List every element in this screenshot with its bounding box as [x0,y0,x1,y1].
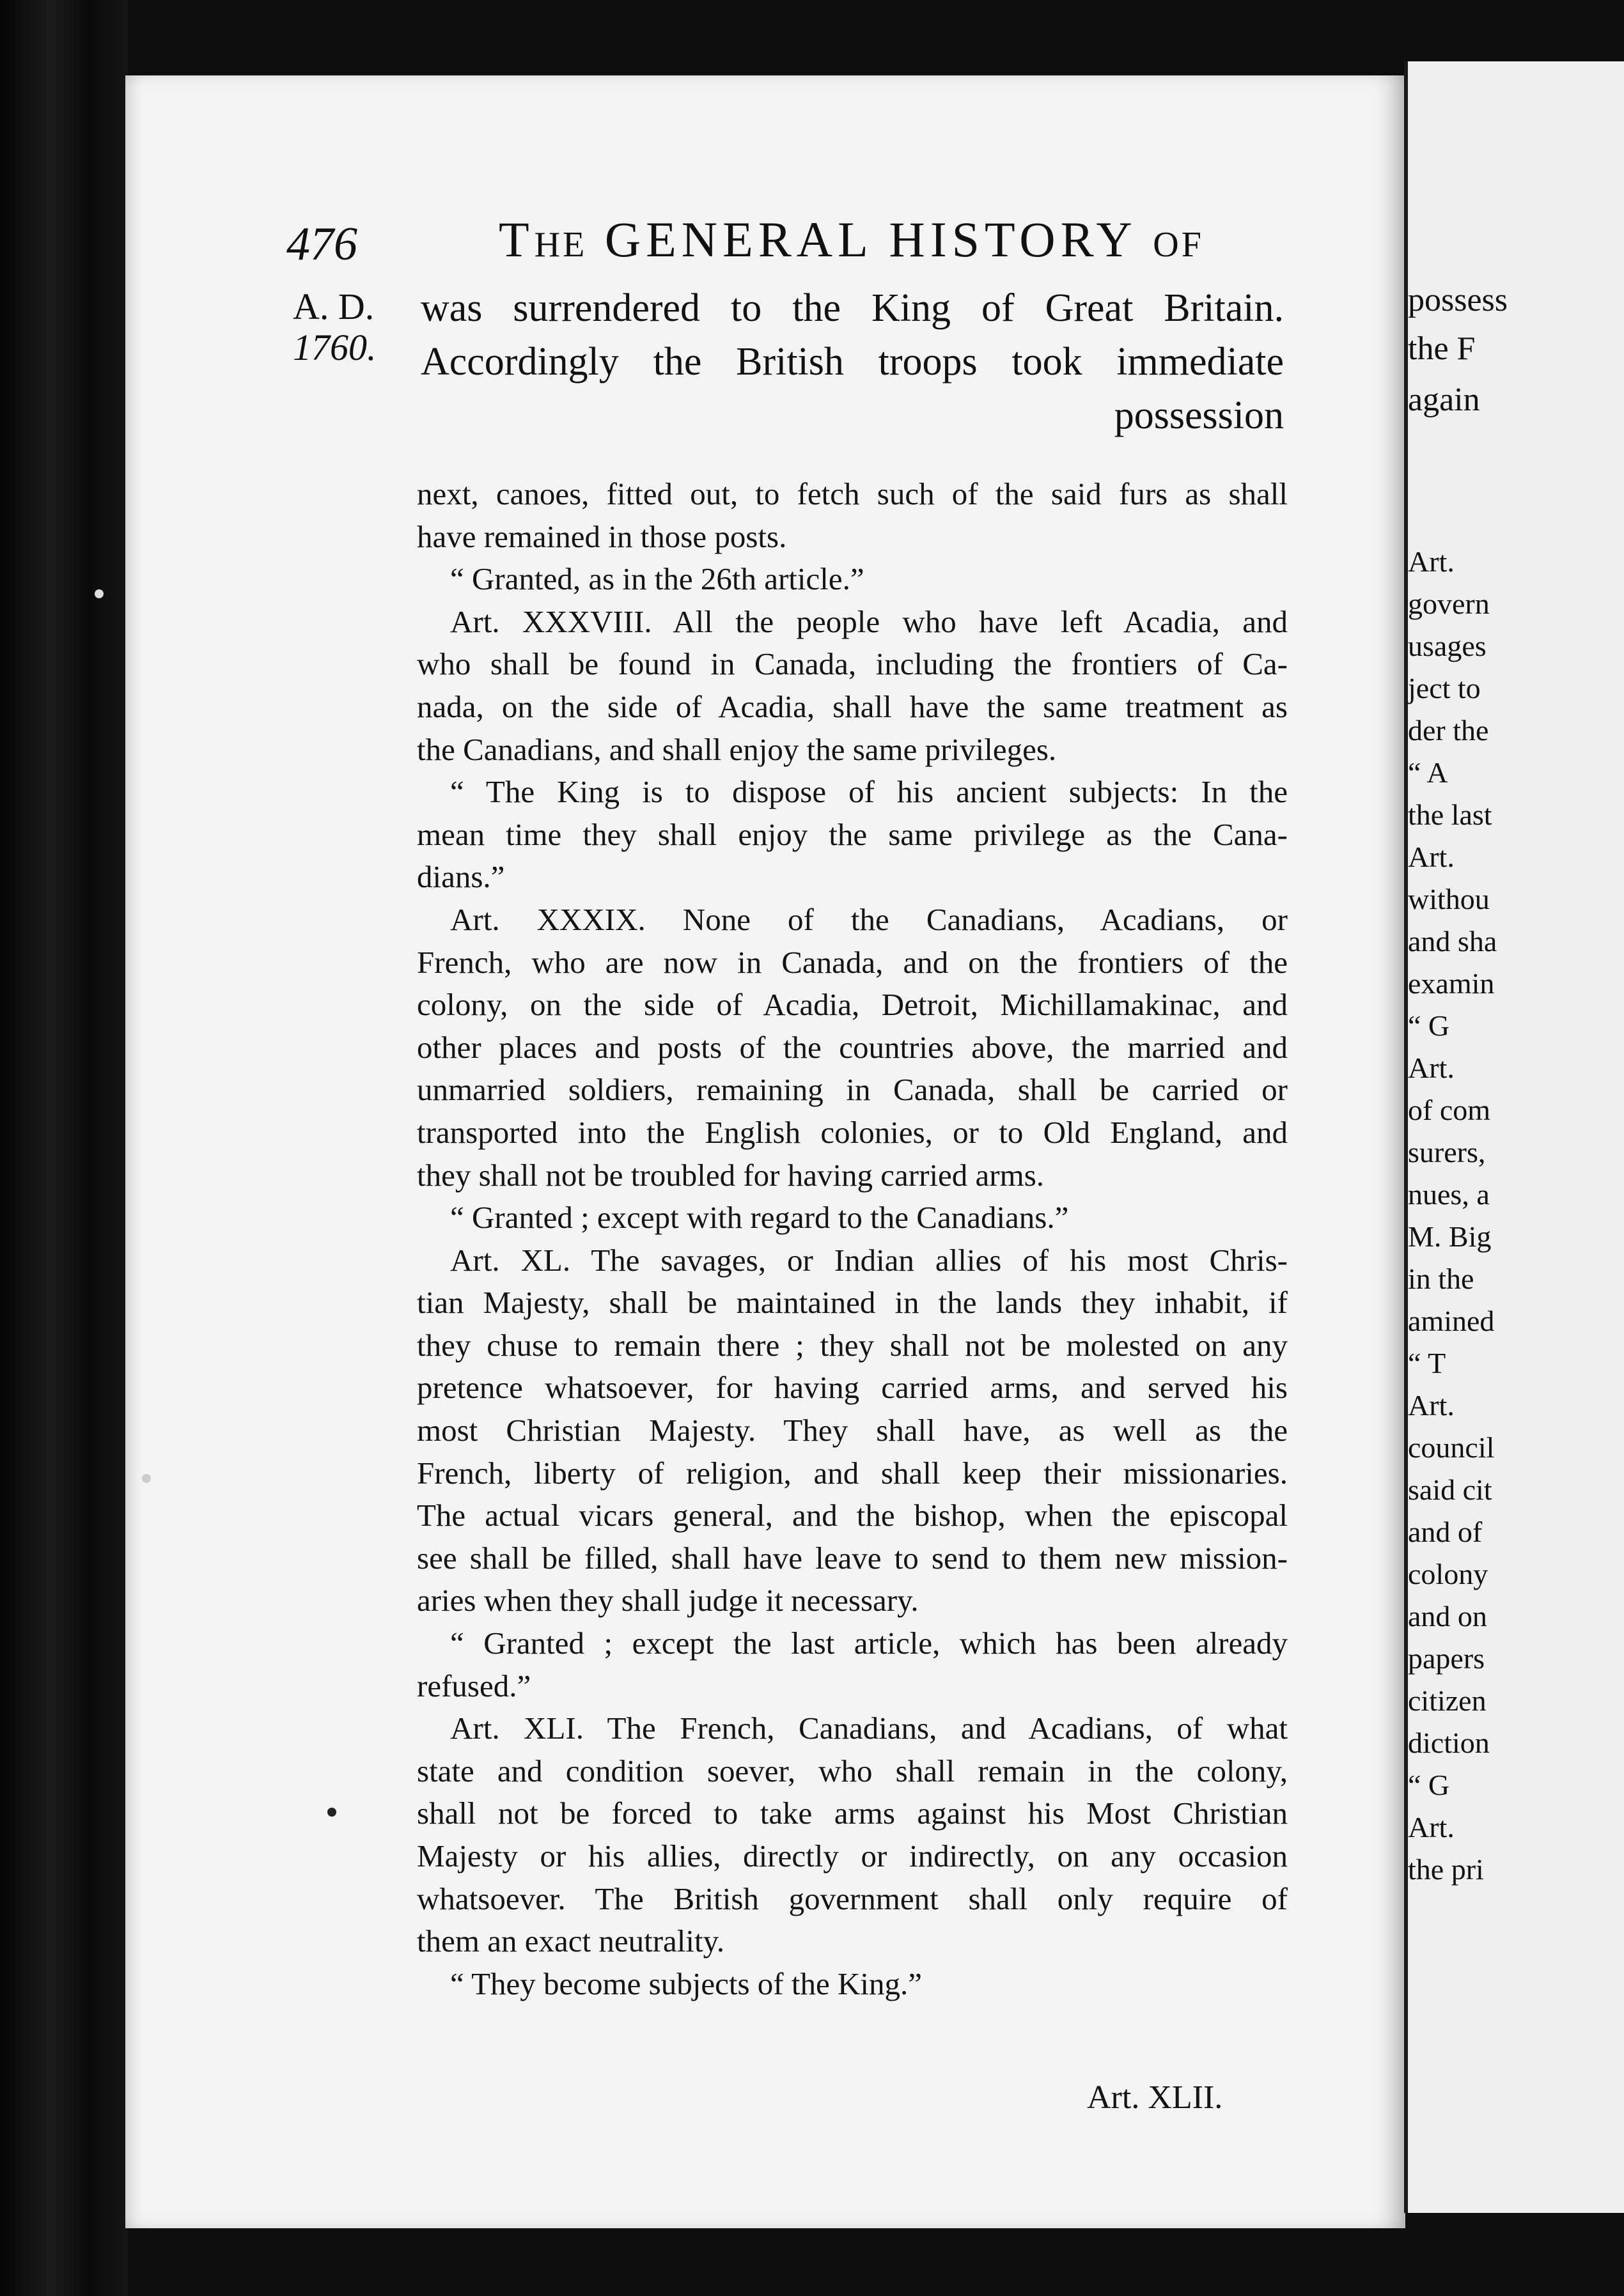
running-head-of: OF [1153,225,1204,265]
text-line: transported into the English colonies, or to Old England, and [417,1114,1288,1150]
right-line: “ G [1408,1769,1450,1801]
text-line: whatsoever. The British government shall only require of [417,1881,1288,1916]
right-line: the last [1408,798,1492,831]
right-line: usages [1408,630,1487,662]
text-line: “ They become subjects of the King.” [450,1966,922,2001]
text-line: Art. XL. The savages, or Indian allies of his most Chris- [450,1242,1288,1278]
text-line: see shall be filled, shall have leave to send to them new mission- [417,1540,1288,1576]
text-line: “ The King is to dispose of his ancient subjects: In the [450,774,1288,810]
margin-note [293,286,377,368]
right-line: examin [1408,967,1495,1000]
book-spine-shadow [0,0,128,2296]
right-line: papers [1408,1642,1485,1675]
text-line: the Canadians, and shall enjoy the same privileges. [417,731,1057,767]
text-line: Art. XXXVIII. All the people who have left Acadia, and [450,603,1288,639]
catchword: Art. XLII. [1087,2079,1223,2116]
text-line: other places and posts of the countries above, the married and [417,1029,1288,1065]
scan-speck [142,1474,151,1483]
right-line: again [1408,382,1480,418]
right-line: the F [1408,330,1476,367]
text-line: Majesty or his allies, directly or indirectly, on any occasion [417,1838,1288,1873]
right-line: ject to [1408,672,1481,704]
right-line: amined [1408,1305,1495,1337]
running-head-the-rest: HE [534,225,588,265]
right-line: der the [1408,714,1489,747]
text-line: Accordingly the British troops took immediate [421,340,1284,384]
body-text [417,473,1288,2005]
right-line: Art. [1408,545,1455,578]
text-line: they shall not be troubled for having carried arms. [417,1157,1045,1193]
text-line: who shall be found in Canada, including the frontiers of Ca- [417,646,1288,682]
text-line: The actual vicars general, and the bishop, when the episcopal [417,1498,1288,1533]
scan-speck [327,1808,336,1817]
text-line: refused.” [417,1668,531,1703]
right-line: surers, [1408,1136,1486,1168]
text-line: “ Granted, as in the 26th article.” [450,561,864,597]
right-line: said cit [1408,1473,1492,1506]
running-head-title: GENERAL HISTORY [604,212,1136,267]
scan-speck [95,589,104,598]
text-line: aries when they shall judge it necessary. [417,1583,919,1618]
text-line: have remained in those posts. [417,518,787,554]
right-line: govern [1408,587,1490,620]
right-line: “ A [1408,756,1448,789]
text-line: possession [1114,394,1284,437]
right-line: “ G [1408,1009,1450,1042]
margin-year-label: A. D. [293,286,375,327]
text-line: nada, on the side of Acadia, shall have the same treatment as [417,688,1288,724]
right-line: diction [1408,1726,1490,1759]
text-line: next, canoes, fitted out, to fetch such of the said furs as shall [417,476,1288,511]
text-line: state and condition soever, who shall remain in the colony, [417,1753,1288,1788]
right-line: and sha [1408,925,1497,958]
running-head-the-initial: T [499,212,535,267]
text-line: shall not be forced to take arms against his Most Christian [417,1796,1288,1831]
right-line: Art. [1408,1051,1455,1084]
right-line: withou [1408,883,1490,915]
top-paragraph [421,281,1284,442]
right-line: possess [1408,282,1508,318]
text-line: them an exact neutrality. [417,1923,725,1959]
text-line: colony, on the side of Acadia, Detroit, Michillamakinac, and [417,987,1288,1023]
text-line: unmarried soldiers, remaining in Canada, shall be carried or [417,1072,1288,1108]
text-line: French, liberty of religion, and shall keep their missionaries. [417,1455,1288,1491]
right-line: Art. [1408,1811,1455,1843]
text-line: mean time they shall enjoy the same privilege as the Cana- [417,816,1288,852]
text-line: dians.” [417,859,505,895]
right-line: Art. [1408,841,1455,873]
right-line: the pri [1408,1853,1484,1886]
text-line: “ Granted ; except the last article, which has been already [450,1625,1288,1661]
text-line: Art. XXXIX. None of the Canadians, Acadians, or [450,901,1288,937]
text-line: tian Majesty, shall be maintained in the lands they inhabit, if [417,1285,1288,1321]
page-number: 476 [286,218,357,270]
right-line: and on [1408,1600,1487,1633]
right-line: M. Big [1408,1220,1492,1253]
text-line: most Christian Majesty. They shall have, as well as the [417,1413,1288,1448]
right-line: citizen [1408,1684,1487,1717]
text-line: “ Granted ; except with regard to the Canadians.” [450,1200,1069,1236]
text-line: they chuse to remain there ; they shall not be molested on any [417,1327,1288,1363]
right-line: council [1408,1431,1495,1464]
text-line: was surrendered to the King of Great Britain. [421,286,1284,330]
text-line: French, who are now in Canada, and on the frontiers of the [417,944,1288,980]
right-line: of com [1408,1094,1491,1126]
right-line: Art. [1408,1389,1455,1422]
right-line: nues, a [1408,1178,1490,1211]
text-line: Art. XLI. The French, Canadians, and Acadians, of what [450,1710,1288,1746]
running-head [499,211,1204,268]
right-line: “ T [1408,1347,1446,1379]
right-line: in the [1408,1262,1474,1295]
right-line: and of [1408,1516,1483,1548]
right-line: colony [1408,1558,1488,1590]
text-line: pretence whatsoever, for having carried arms, and served his [417,1370,1288,1406]
margin-year: 1760. [293,327,377,368]
